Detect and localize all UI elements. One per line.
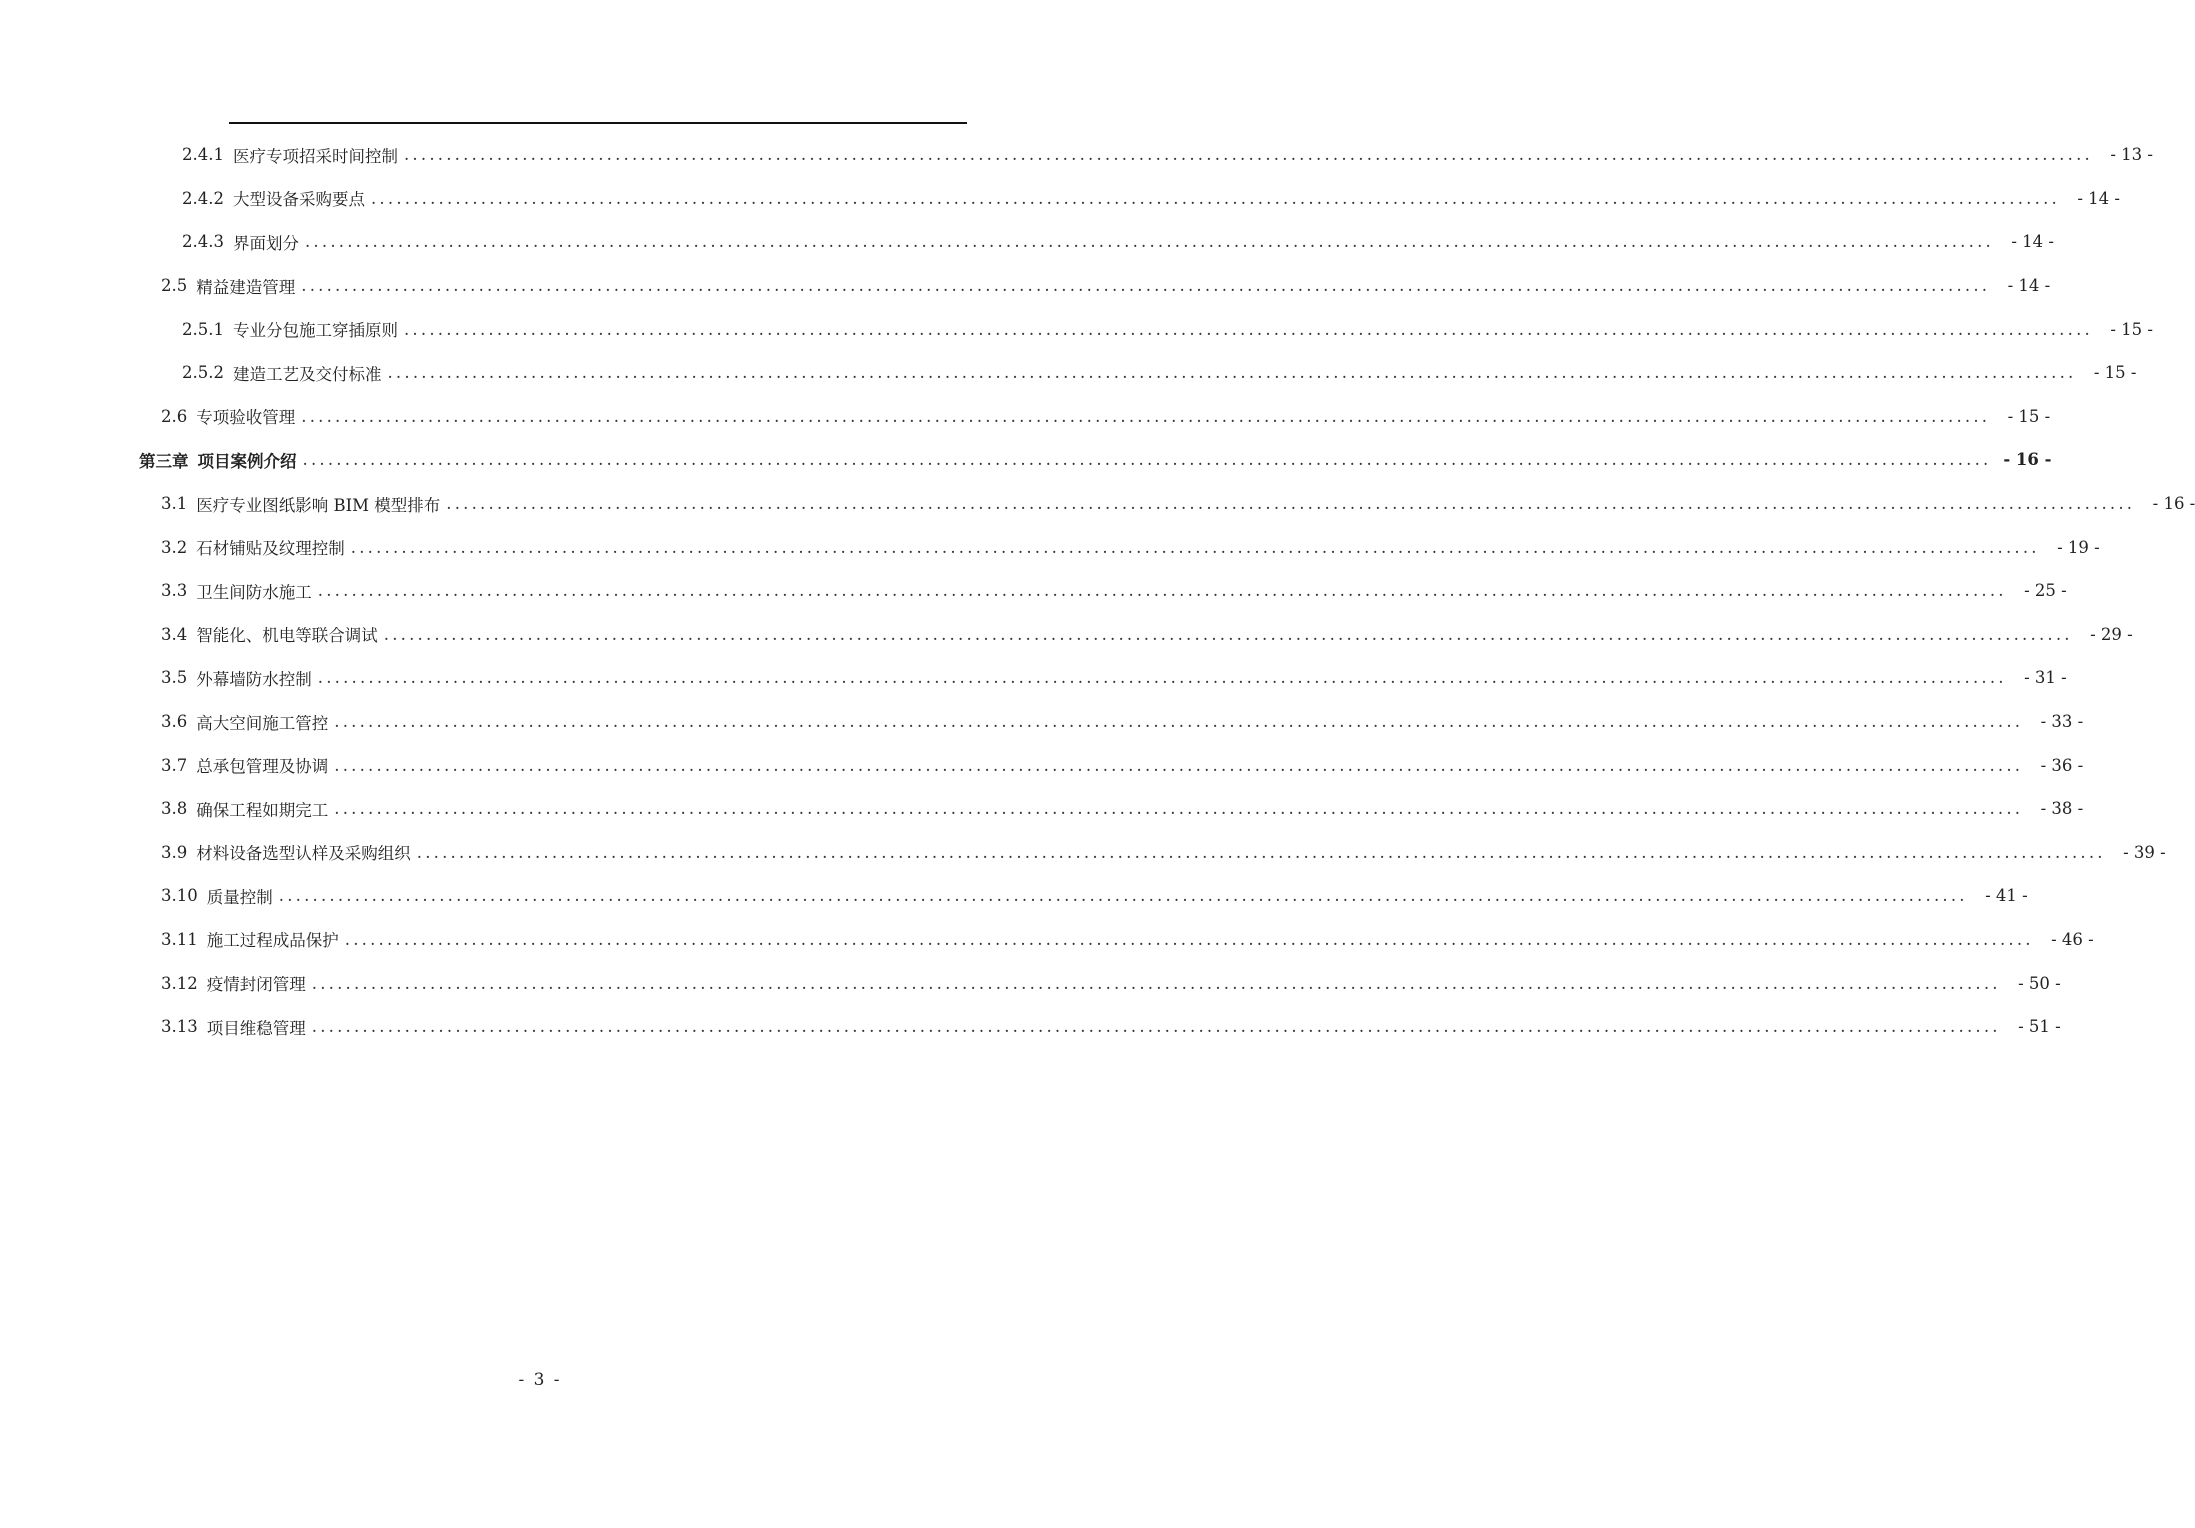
toc-entry-title: 项目案例介绍 bbox=[197, 451, 297, 471]
toc-entry-title: 项目维稳管理 bbox=[206, 1018, 306, 1038]
toc-dot-leader: ........................................................................................................................................................................................................ bbox=[301, 406, 1991, 426]
toc-dot-leader: ........................................................................................................................................................................................................ bbox=[344, 929, 2034, 949]
toc-entry-number: 2.5.1 bbox=[182, 319, 224, 339]
toc-entry-number: 2.4.3 bbox=[182, 232, 224, 252]
toc-entry-page: - 41 - bbox=[1985, 886, 2028, 906]
toc-entry[interactable] bbox=[0, 918, 2094, 962]
toc-entry-page: - 25 - bbox=[2024, 581, 2067, 601]
toc-entry-page: - 33 - bbox=[2040, 712, 2084, 732]
toc-entry-number: 3.11 bbox=[161, 929, 198, 949]
toc-entry-title: 质量控制 bbox=[206, 887, 273, 907]
toc-entry[interactable] bbox=[0, 525, 2100, 569]
toc-dot-leader: ........................................................................................................................................................................................................ bbox=[350, 537, 2040, 557]
toc-dot-leader: ........................................................................................................................................................................................................ bbox=[278, 886, 1968, 906]
toc-entry-number: 3.9 bbox=[161, 842, 188, 862]
toc-entry[interactable] bbox=[0, 395, 2051, 439]
toc-entry-number: 3.13 bbox=[161, 1017, 198, 1037]
toc-entry-number: 3.5 bbox=[161, 668, 188, 688]
toc-entry[interactable] bbox=[0, 961, 2061, 1005]
toc-entry-title: 施工过程成品保护 bbox=[206, 931, 339, 951]
toc-entry-title: 智能化、机电等联合调试 bbox=[196, 626, 378, 646]
toc-entry-title: 专业分包施工穿插原则 bbox=[232, 321, 398, 341]
toc-entry-number: 2.4.2 bbox=[182, 188, 224, 208]
toc-entry[interactable] bbox=[0, 743, 2084, 787]
toc-entry-page: - 39 - bbox=[2123, 842, 2166, 862]
toc-entry[interactable] bbox=[0, 656, 2067, 700]
toc-dot-leader: ........................................................................................................................................................................................................ bbox=[383, 624, 2073, 644]
toc-entry-number: 3.7 bbox=[161, 755, 188, 775]
toc-entry-number: 2.4.1 bbox=[182, 145, 224, 165]
toc-entry-page: - 36 - bbox=[2040, 755, 2084, 775]
toc-entry[interactable] bbox=[0, 569, 2067, 613]
toc-entry-page: - 29 - bbox=[2090, 624, 2133, 644]
toc-entry[interactable] bbox=[0, 613, 2133, 657]
toc-entry[interactable] bbox=[0, 351, 2137, 395]
toc-entry-number: 3.4 bbox=[161, 624, 188, 644]
toc-entry-page: - 16 - bbox=[2152, 494, 2195, 514]
toc-entry-title: 材料设备选型认样及采购组织 bbox=[196, 844, 411, 864]
toc-entry-title: 总承包管理及协调 bbox=[196, 757, 329, 777]
toc-entry-title: 高大空间施工管控 bbox=[196, 713, 329, 733]
toc-entry-title: 建造工艺及交付标准 bbox=[232, 364, 382, 384]
toc-entry-page: - 14 - bbox=[2077, 188, 2120, 208]
toc-entry-page: - 19 - bbox=[2057, 537, 2100, 557]
toc-entry-number: 3.3 bbox=[161, 581, 188, 601]
toc-entry[interactable] bbox=[0, 482, 2195, 526]
toc-dot-leader: ........................................................................................................................................................................................................ bbox=[334, 755, 2024, 775]
toc-entry-title: 确保工程如期完工 bbox=[196, 800, 329, 820]
toc-dot-leader: ........................................................................................................................................................................................................ bbox=[317, 668, 2007, 688]
toc-entry[interactable] bbox=[0, 874, 2028, 918]
toc-entry[interactable] bbox=[0, 177, 2120, 221]
toc-entry-page: - 14 - bbox=[2007, 276, 2051, 296]
toc-entry-title: 疫情封闭管理 bbox=[206, 975, 306, 995]
toc-entry-number: 3.8 bbox=[161, 799, 188, 819]
toc-entry-page: - 14 - bbox=[2011, 232, 2054, 252]
toc-entry-page: - 15 - bbox=[2093, 363, 2137, 383]
toc-entry[interactable] bbox=[0, 133, 2153, 177]
toc-entry[interactable] bbox=[0, 220, 2054, 264]
toc-dot-leader: ........................................................................................................................................................................................................ bbox=[311, 973, 2001, 993]
toc-entry-title: 界面划分 bbox=[232, 233, 299, 253]
table-of-contents bbox=[0, 133, 2195, 1048]
toc-entry-page: - 51 - bbox=[2018, 1017, 2061, 1037]
toc-entry-page: - 16 - bbox=[2003, 450, 2052, 470]
toc-entry-number: 2.6 bbox=[161, 406, 188, 426]
toc-dot-leader: ........................................................................................................................................................................................................ bbox=[334, 799, 2024, 819]
toc-entry-number: 第三章 bbox=[139, 451, 189, 471]
toc-entry-number: 3.1 bbox=[161, 494, 188, 514]
toc-dot-leader: ........................................................................................................................................................................................................ bbox=[301, 276, 1991, 296]
toc-entry[interactable] bbox=[0, 787, 2084, 831]
toc-entry[interactable] bbox=[0, 831, 2166, 875]
toc-dot-leader: ........................................................................................................................................................................................................ bbox=[446, 494, 2136, 514]
toc-dot-leader: ........................................................................................................................................................................................................ bbox=[403, 145, 2093, 165]
toc-entry[interactable] bbox=[0, 1005, 2061, 1049]
toc-entry-title: 专项验收管理 bbox=[196, 408, 296, 428]
toc-entry-number: 2.5.2 bbox=[182, 363, 224, 383]
toc-entry-page: - 13 - bbox=[2110, 145, 2153, 165]
toc-dot-leader: ........................................................................................................................................................................................................ bbox=[403, 319, 2093, 339]
toc-entry-page: - 50 - bbox=[2018, 973, 2061, 993]
header-rule bbox=[229, 122, 967, 124]
toc-entry-page: - 15 - bbox=[2110, 319, 2153, 339]
toc-entry-number: 3.2 bbox=[161, 537, 188, 557]
toc-entry-number: 2.5 bbox=[161, 276, 188, 296]
toc-entry-page: - 15 - bbox=[2007, 406, 2051, 426]
toc-entry-title: 卫生间防水施工 bbox=[196, 582, 312, 602]
toc-entry[interactable] bbox=[0, 264, 2051, 308]
toc-entry-title: 大型设备采购要点 bbox=[232, 190, 365, 210]
toc-entry-title: 医疗专项招采时间控制 bbox=[232, 146, 398, 166]
toc-entry-title: 外幕墙防水控制 bbox=[196, 669, 312, 689]
toc-dot-leader: ........................................................................................................................................................................................................ bbox=[387, 363, 2077, 383]
toc-entry[interactable] bbox=[0, 438, 2052, 482]
toc-dot-leader: ........................................................................................................................................................................................................ bbox=[311, 1017, 2001, 1037]
toc-entry-title: 精益建造管理 bbox=[196, 277, 296, 297]
toc-entry-title: 石材铺贴及纹理控制 bbox=[196, 539, 345, 559]
toc-dot-leader: ........................................................................................................................................................................................................ bbox=[302, 450, 1992, 470]
toc-entry-number: 3.6 bbox=[161, 712, 188, 732]
toc-entry-page: - 31 - bbox=[2024, 668, 2067, 688]
toc-entry-title: 医疗专业图纸影响 BIM 模型排布 bbox=[196, 495, 441, 515]
toc-dot-leader: ........................................................................................................................................................................................................ bbox=[317, 581, 2007, 601]
toc-dot-leader: ........................................................................................................................................................................................................ bbox=[416, 842, 2106, 862]
toc-entry-number: 3.12 bbox=[161, 973, 198, 993]
toc-entry[interactable] bbox=[0, 700, 2084, 744]
toc-entry-page: - 46 - bbox=[2051, 929, 2094, 949]
toc-dot-leader: ........................................................................................................................................................................................................ bbox=[370, 188, 2060, 208]
toc-entry-number: 3.10 bbox=[161, 886, 198, 906]
toc-entry-page: - 38 - bbox=[2040, 799, 2084, 819]
toc-dot-leader: ........................................................................................................................................................................................................ bbox=[334, 712, 2024, 732]
toc-entry[interactable] bbox=[0, 307, 2153, 351]
toc-dot-leader: ........................................................................................................................................................................................................ bbox=[304, 232, 1994, 252]
page-number: - 3 - bbox=[518, 1370, 562, 1390]
